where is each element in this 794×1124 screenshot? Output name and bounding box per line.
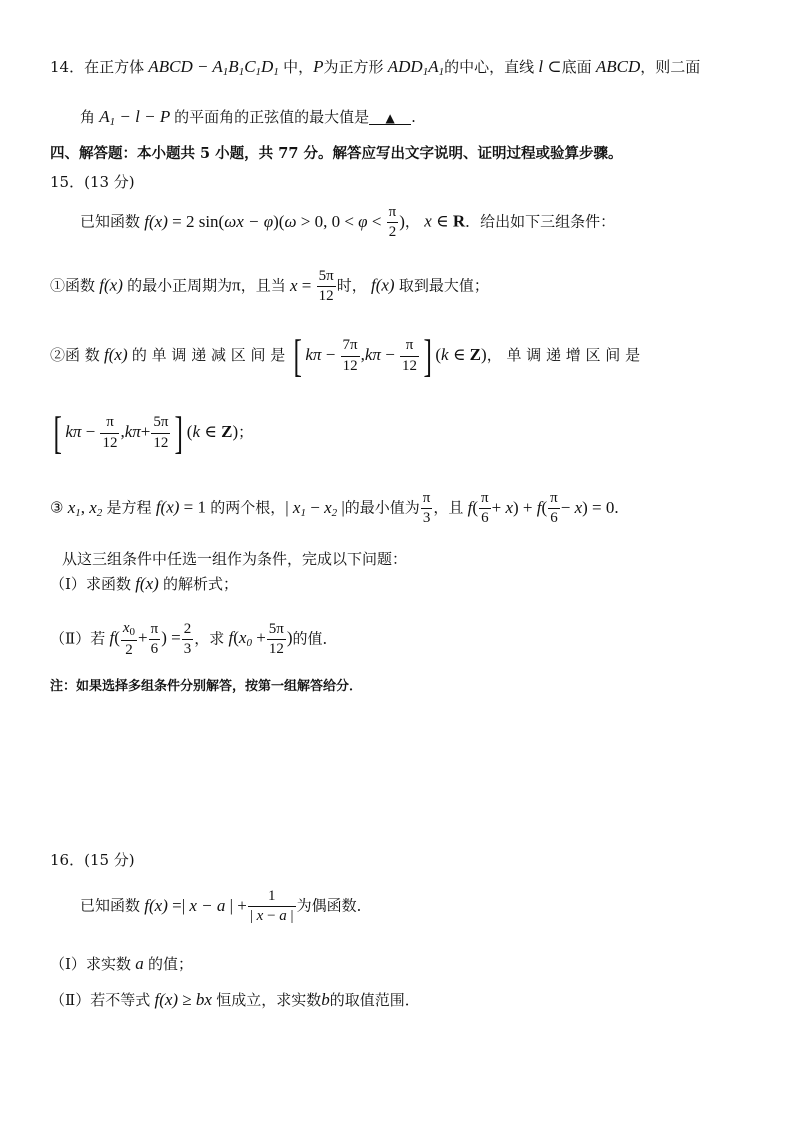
choose-instruction: 从这三组条件中任选一组作为条件，完成以下问题： <box>62 550 408 568</box>
q15-text: ， <box>404 212 420 231</box>
equation: f(x) = 1 <box>151 497 206 517</box>
part-label: （Ⅰ） <box>50 955 86 973</box>
pi: π <box>232 275 241 295</box>
q14-line-2 <box>80 108 416 128</box>
condition-text: ， 单 调 递 增 区 间 是 <box>486 345 641 364</box>
q14-text: 为正方形 <box>323 58 384 76</box>
q14-text: ，则二面 <box>640 58 701 76</box>
part-text: 的值； <box>147 955 193 973</box>
q14-text: 中， <box>283 58 314 76</box>
q15-part-2 <box>50 620 338 659</box>
condition-2-mark: ② <box>50 345 66 364</box>
given-value: f( $\frac{x_0}{2}$ + $\frac{\pi}{6}$ ) = $\frac{2}{3}$ <box>105 620 192 658</box>
condition-text: ，且当 <box>240 276 286 295</box>
increasing-interval: [ kπ − $\frac{\pi}{12}$ ,kπ+ $\frac{5\pi}{12}$ ] (k ∈ Z) <box>53 407 239 458</box>
q14-text: 的中心，直线 <box>444 58 535 76</box>
fx: f(x) <box>95 275 128 295</box>
condition-text: 函 数 <box>65 345 100 364</box>
part-label: （Ⅰ） <box>50 575 86 593</box>
q15-number: 15．(13 分) <box>50 173 135 191</box>
condition-text: 的 单 调 递 减 区 间 是 <box>131 345 286 364</box>
roots: $x_1$, $x_2$ <box>63 497 103 519</box>
q15-intro <box>80 204 615 242</box>
var-a: a <box>130 954 148 973</box>
q15-part-1 <box>50 575 238 592</box>
part-text: 求函数 <box>85 575 131 593</box>
part-label: （Ⅱ） <box>50 991 91 1009</box>
condition-text: 函数 <box>65 276 96 295</box>
q14-text: 底面 <box>561 58 592 76</box>
condition-3 <box>50 490 619 528</box>
decreasing-interval: [ kπ − $\frac{7\pi}{12}$ ,kπ − $\frac{\pi}{12}$ ] (k ∈ Z) <box>293 330 487 381</box>
target-value: $f(x_0$ + $\frac{5\pi}{12}$ ) <box>224 620 293 657</box>
symmetry-condition: f( $\frac{\pi}{6}$ + x) + f( $\frac{\pi}{6}$ − x) = 0. <box>463 490 619 527</box>
q15-note: 注：如果选择多组条件分别解答，按第一组解答给分． <box>50 679 363 694</box>
part-label: （Ⅱ） <box>50 629 91 648</box>
condition-text: 取到最大值； <box>398 276 489 295</box>
condition-text: ； <box>238 422 254 441</box>
fx: f(x) <box>366 275 399 295</box>
part-text: 的值． <box>292 629 338 648</box>
function-def: f(x) = 2 sin(ωx − φ)(ω > 0, 0 < φ < $\frac{\pi}{2}$ ) <box>140 204 405 241</box>
condition-1-mark: ① <box>50 276 66 295</box>
condition-text: 时， <box>336 276 367 295</box>
point-p: P <box>313 57 324 76</box>
q16-part-2 <box>50 991 420 1008</box>
square-name: $ADD_1A_1$ <box>383 57 445 78</box>
abs-diff: | $x_1 - x_2$ | <box>285 497 345 519</box>
inequality: f(x) ≥ bx <box>150 990 217 1009</box>
part-text: ，求 <box>194 629 225 648</box>
q16-part-1 <box>50 955 193 972</box>
q16-intro <box>80 888 372 926</box>
fx: f(x) <box>130 574 164 593</box>
q16-text: 为偶函数． <box>296 896 372 915</box>
condition-text: 的最小正周期为 <box>127 276 233 295</box>
condition-3-mark: ③ <box>50 498 64 517</box>
part-text: 若 <box>90 629 106 648</box>
part-text: 的取值范围． <box>329 991 420 1009</box>
condition-2 <box>50 330 641 381</box>
condition-text: 的最小值为 <box>344 498 420 517</box>
condition-text: 的两个根， <box>210 498 286 517</box>
q14-text: 的平面角的正弦值的最大值是 <box>174 108 370 126</box>
x-value: x = $\frac{5\pi}{12}$ <box>285 268 334 305</box>
condition-text: ，且 <box>433 498 464 517</box>
q16-text: 已知函数 <box>80 896 141 915</box>
q14-number: 14． <box>50 58 85 76</box>
answer-blank: ▲ <box>369 112 411 125</box>
condition-1 <box>50 268 489 306</box>
part-text: 的解析式； <box>163 575 239 593</box>
q14-text: 在正方体 <box>84 58 145 76</box>
domain-r: x ∈ R <box>419 211 466 231</box>
base-name: ABCD <box>591 57 641 76</box>
condition-text: 是方程 <box>106 498 152 517</box>
q14-end: . <box>411 108 416 126</box>
min-value: $\frac{\pi}{3}$ <box>422 490 431 527</box>
q15-text: ．给出如下三组条件： <box>465 212 616 231</box>
cube-name: ABCD − $A_1B_1C_1D_1$ <box>144 57 279 78</box>
part-text: 恒成立，求实数 <box>216 991 322 1009</box>
dihedral-angle: $A_1 - l - P$ <box>95 107 175 128</box>
part-text: 若不等式 <box>90 991 151 1009</box>
function-def-16: f(x) =| x − a | + $\frac{1}{| x - a |}$ <box>140 888 294 925</box>
part-text: 求实数 <box>85 955 131 973</box>
q14-line-1 <box>50 58 700 78</box>
condition-2-cont <box>50 407 254 458</box>
line-contained: l ⊂ <box>534 57 562 76</box>
var-b: b <box>321 990 330 1009</box>
q15-text: 已知函数 <box>80 212 141 231</box>
q14-text: 角 <box>80 108 96 126</box>
q16-number: 16．(15 分) <box>50 851 135 869</box>
section-title: 四、解答题：本小题共 5 小题，共 77 分。解答应写出文字说明、证明过程或验算步骤。 <box>50 145 623 162</box>
fx: f(x) <box>99 344 132 364</box>
